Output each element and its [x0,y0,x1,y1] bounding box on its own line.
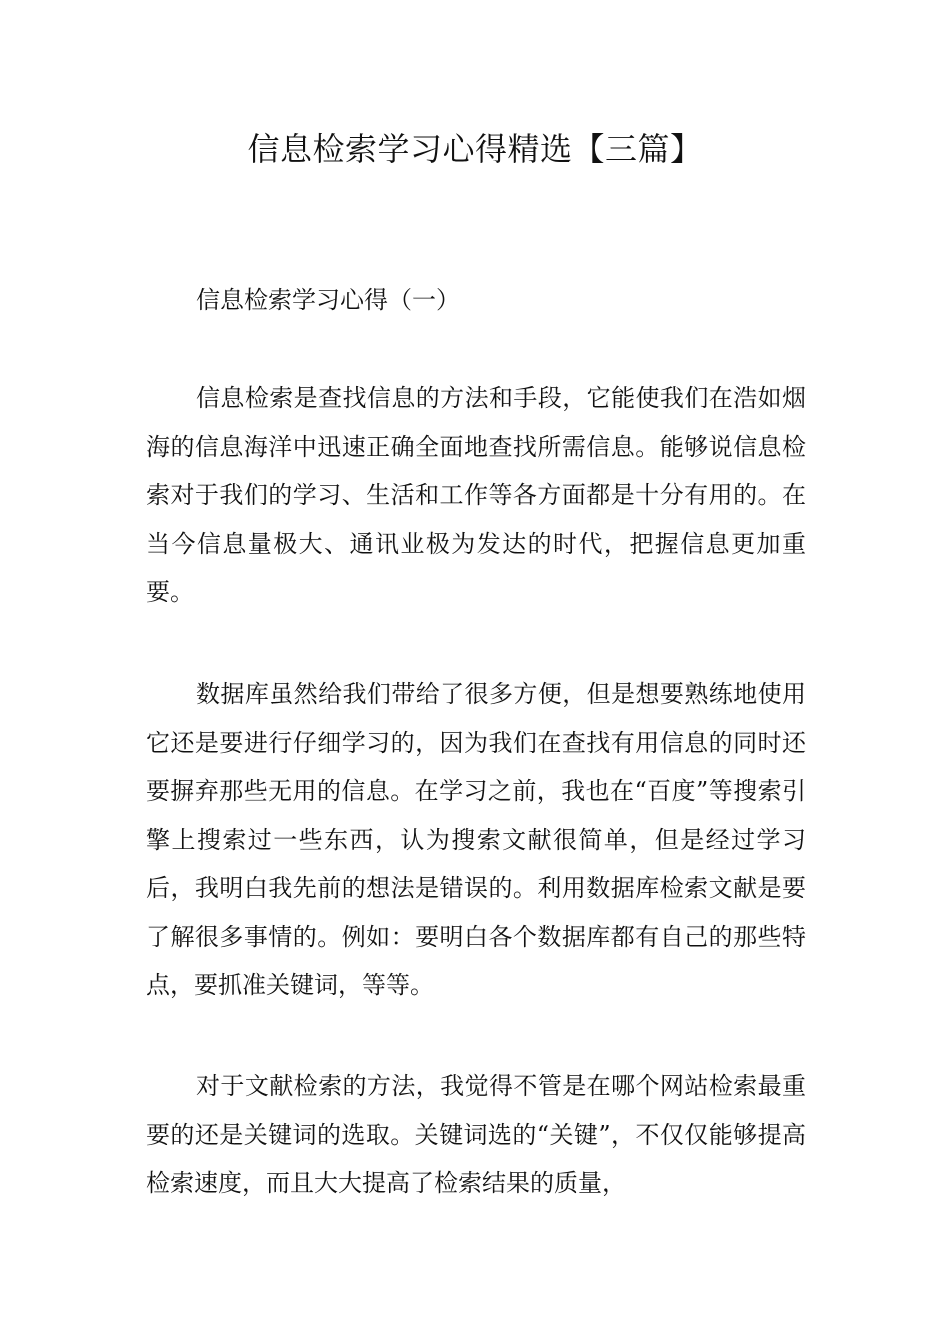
paragraph-3: 对于文献检索的方法，我觉得不管是在哪个网站检索最重要的还是关键词的选取。关键词选的“关键”，不仅仅能够提高检索速度，而且大大提高了检索结果的质量， [146,1072,806,1197]
paragraph-2: 数据库虽然给我们带给了很多方便，但是想要熟练地使用它还是要进行仔细学习的，因为我们在查找有用信息的同时还要摒弃那些无用的信息。在学习之前，我也在“百度”等搜索引擎上搜索过一些东西，认为搜索文献很简单，但是经过学习后，我明白我先前的想法是错误的。利用数据库检索文献是要了解很多事情的。例如：要明白各个数据库都有自己的那些特点，要抓准关键词，等等。 [146,680,806,999]
document-title: 信息检索学习心得精选【三篇】 [247,130,703,168]
paragraph-1: 信息检索是查找信息的方法和手段，它能使我们在浩如烟海的信息海洋中迅速正确全面地查找所需信息。能够说信息检索对于我们的学习、生活和工作等各方面都是十分有用的。在当今信息量极大、通讯业极为发达的时代，把握信息更加重要。 [146,384,806,606]
section-heading: 信息检索学习心得（一） [196,286,460,314]
